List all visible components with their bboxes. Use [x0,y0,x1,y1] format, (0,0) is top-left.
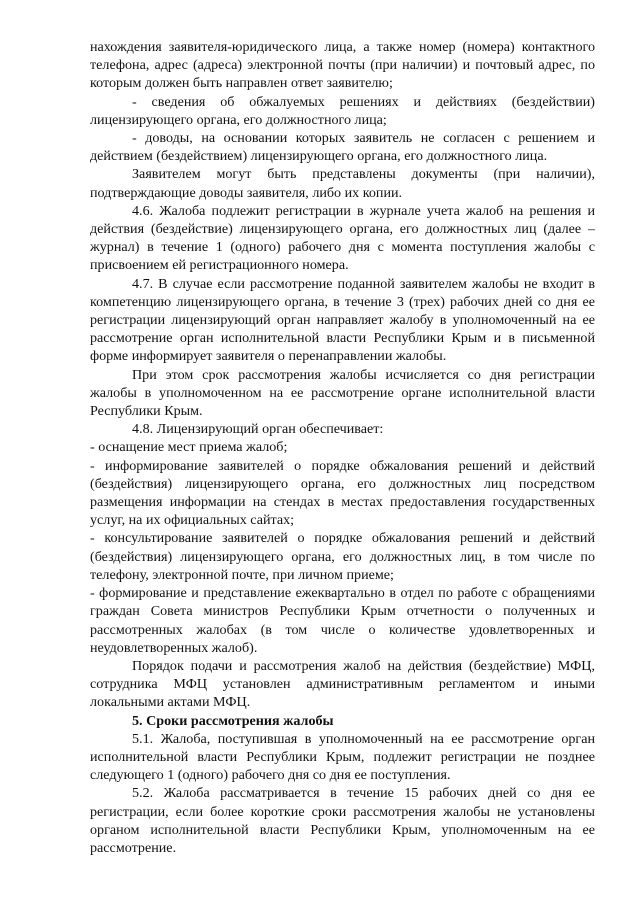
list-item-arguments: - доводы, на основании которых заявитель не согласен с решением и действием (бездействием) лицензирующего органа, его должностного лица. [90,130,595,165]
paragraph-review-term: При этом срок рассмотрения жалобы исчисляется со дня регистрации жалобы в уполномоченном на ее рассмотрение органе исполнительной власти Республики Крым. [90,366,595,420]
list-item-informing: - информирование заявителей о порядке обжалования решений и действий (бездействия) лицензирующего органа, его должностных лиц посредством размещения информации на стендах в местах предоставления государственных услуг, на их официальных сайтах; [90,457,595,529]
list-item-equipment: - оснащение мест приема жалоб; [90,439,288,456]
paragraph-4-8: 4.8. Лицензирующий орган обеспечивает: [132,421,384,438]
paragraph-supporting-documents: Заявителем могут быть представлены документы (при наличии), подтверждающие доводы заявителя, либо их копии. [90,166,595,201]
list-item-reporting: - формирование и представление ежеквартально в отдел по работе с обращениями граждан Совета министров Республики Крым отчетности о полученных и рассмотренных жалобах (в том числе о количестве удовлетворенных и неудовлетворенных жалоб). [90,585,595,656]
paragraph-5-1: 5.1. Жалоба, поступившая в уполномоченный на ее рассмотрение орган исполнительной власти Республики Крым, подлежит регистрации не позднее следующего 1 (одного) рабочего дня со дня ее поступления. [90,730,595,784]
paragraph-5-2: 5.2. Жалоба рассматривается в течение 15 рабочих дней со дня ее регистрации, если более короткие сроки рассмотрения жалобы не установлены органом исполнительной власти Республики Крым, уполномоченным на ее рассмотрение. [90,785,595,856]
section-heading-5: 5. Сроки рассмотрения жалобы [132,712,334,729]
list-item-appealed-decisions: - сведения об обжалуемых решениях и действиях (бездействии) лицензирующего органа, его должностного лица; [90,93,595,128]
document-page [90,38,595,857]
paragraph-contact-details: нахождения заявителя-юридического лица, а также номер (номера) контактного телефона, адрес (адреса) электронной почты (при наличии) и почтовый адрес, по которым должен быть направлен ответ заявителю; [90,39,595,92]
paragraph-mfc-procedure: Порядок подачи и рассмотрения жалоб на действия (бездействие) МФЦ, сотрудника МФЦ установлен административным регламентом и иными локальными актами МФЦ. [90,657,595,711]
paragraph-4-6: 4.6. Жалоба подлежит регистрации в журнале учета жалоб на решения и действия (бездействие) лицензирующего органа, его должностных лиц (далее – журнал) в течение 1 (одного) рабочего дня с момента поступления жалобы с присвоением ей регистрационного номера. [90,202,595,274]
paragraph-4-7: 4.7. В случае если рассмотрение поданной заявителем жалобы не входит в компетенцию лицензирующего органа, в течение 3 (трех) рабочих дней со дня ее регистрации лицензирующий орган направляет жалобу в уполномоченный на ее рассмотрение орган исполнительной власти Республики Крым и в письменной форме информирует заявителя о перенаправлении жалобы. [90,275,595,365]
list-item-consulting: - консультирование заявителей о порядке обжалования решений и действий (бездействия) лицензирующего органа, его должностных лиц, в том числе по телефону, электронной почте, при личном приеме; [90,530,595,583]
